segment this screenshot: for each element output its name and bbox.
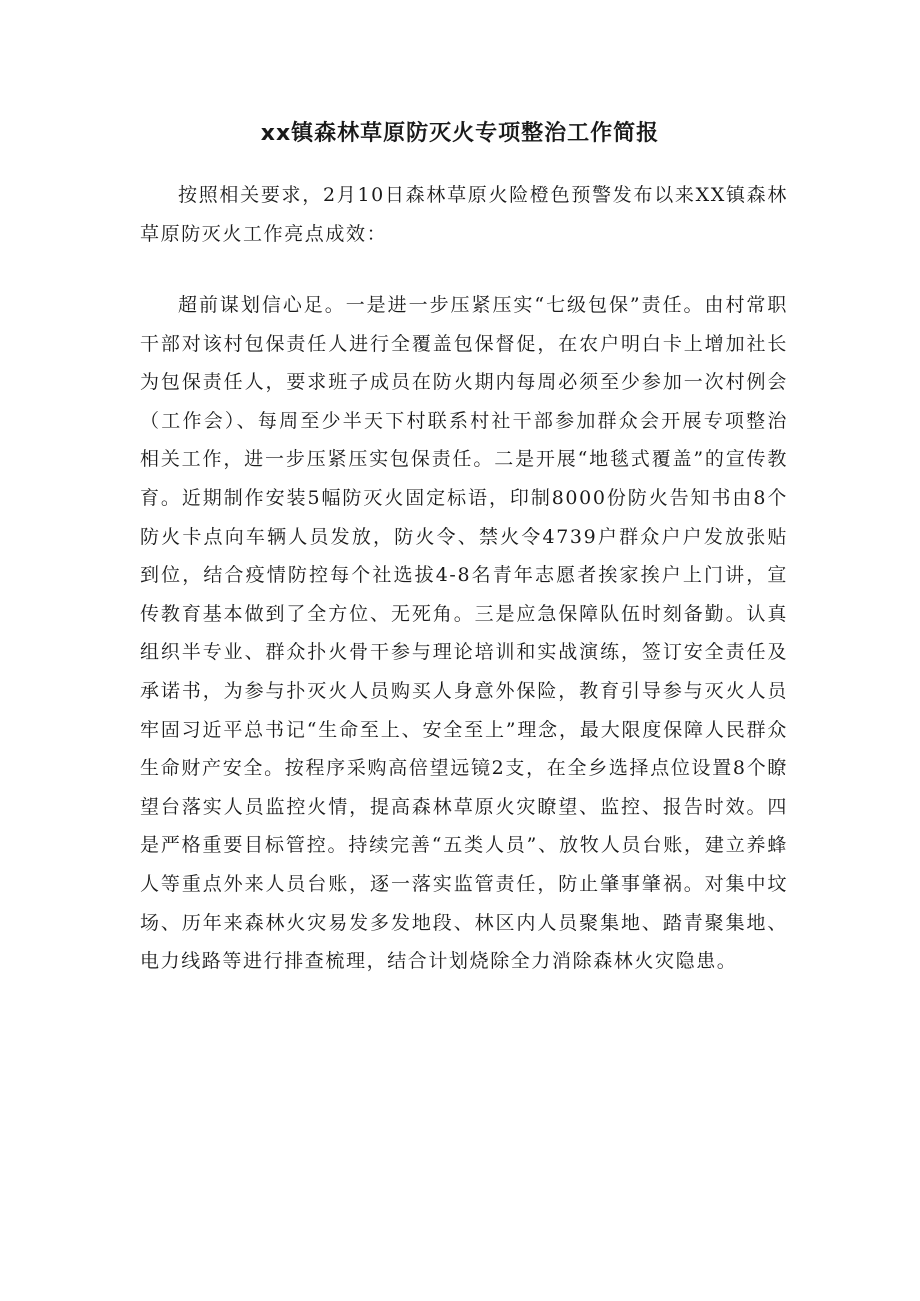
body-paragraph: 超前谋划信心足。一是进一步压紧压实“七级包保”责任。由村常职干部对该村包保责任人进行全覆盖包保督促，在农户明白卡上增加社长为包保责任人，要求班子成员在防火期内每周必须至少参加一次村例会（工作会）、每周至少半天下村联系村社干部参加群众会开展专项整治相关工作，进一步压紧压实包保责任。二是开展“地毯式覆盖”的宣传教育。近期制作安装5幅防灭火固定标语，印制8000份防火告知书由8个防火卡点向车辆人员发放，防火令、禁火令4739户群众户户发放张贴到位，结合疫情防控每个社选拔4-8名青年志愿者挨家挨户上门讲，宣传教育基本做到了全方位、无死角。三是应急保障队伍时刻备勤。认真组织半专业、群众扑火骨干参与理论培训和实战演练，签订安全责任及承诺书，为参与扑灭火人员购买人身意外保险，教育引导参与灭火人员牢固习近平总书记“生命至上、安全至上”理念，最大限度保障人民群众生命财产安全。按程序采购高倍望远镜2支，在全乡选择点位设置8个瞭望台落实人员监控火情，提高森林草原火灾瞭望、监控、报告时效。四是严格重要目标管控。持续完善“五类人员”、放牧人员台账，建立养蜂人等重点外来人员台账，逐一落实监管责任，防止肇事肇祸。对集中坟场、历年来森林火灾易发多发地段、林区内人员聚集地、踏青聚集地、电力线路等进行排查梳理，结合计划烧除全力消除森林火灾隐患。 [140, 294, 788, 973]
intro-paragraph: 按照相关要求，2月10日森林草原火险橙色预警发布以来XX镇森林草原防灭火工作亮点成效： [140, 184, 788, 245]
document-title: xx镇森林草原防灭火专项整治工作简报 [260, 121, 660, 146]
